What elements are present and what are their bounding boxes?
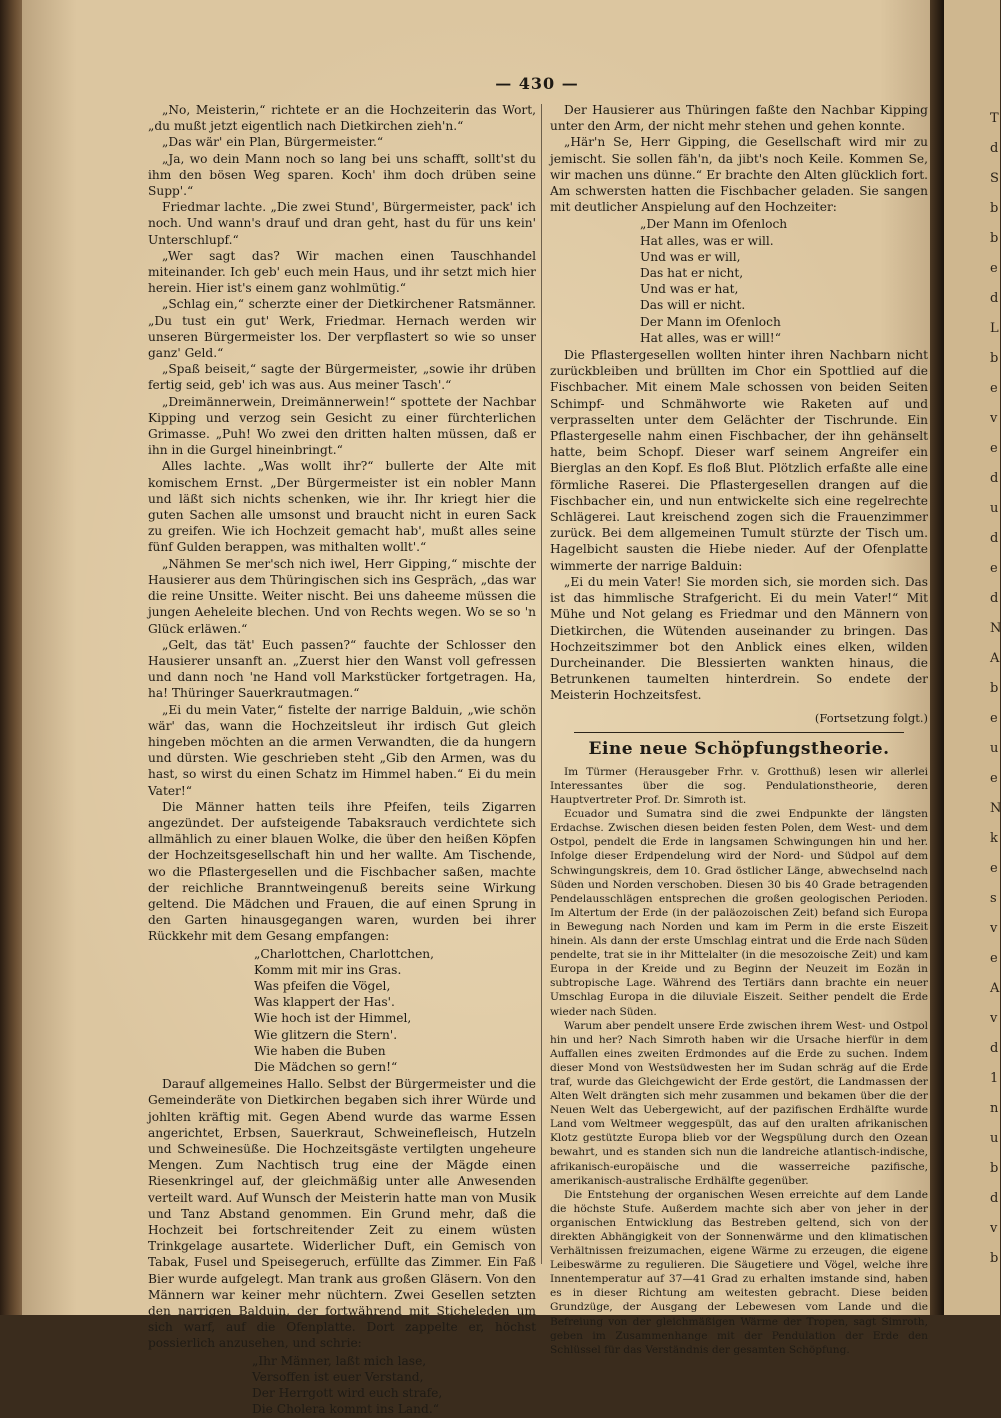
paragraph: „No, Meisterin,“ richtete er an die Hochzeiterin das Wort, „du mußt jetzt eigentlich nach Dietkirchen zieh'n.“ [148,103,536,134]
verse-line: Der Mann im Ofenloch [640,314,781,329]
adjacent-page-letter: e [990,861,998,876]
adjacent-page-letter: v [990,921,998,936]
left-paragraphs-b [148,1076,536,1351]
adjacent-page-letter: e [990,441,998,456]
adjacent-page-letter: b [990,681,999,696]
adjacent-page-letter: b [990,231,999,246]
paragraph: „Här'n Se, Herr Gipping, die Gesellschaft wird mir zu jemischt. Sie sollen fäh'n, da jibt's noch Keile. Kommen Se, wir machen uns dünne.“ Er brachte den Alten glücklich fort. Am schwersten hatten die Fischbacher geladen. Sie sangen mit deutlicher Anspielung auf den Hochzeiter: [550,135,928,215]
adjacent-page-letter: e [990,771,998,786]
article-paragraph-1: Ecuador und Sumatra sind die zwei Endpunkte der längsten Erdachse. Zwischen diesen beiden festen Polen, dem West- und dem Ostpol, pendelt die Erde in langsamen Schwingungen hin und her. Infolge dieser Erdpendelung wird der Nord- und Südpol auf dem Schwingungskreis, dem 10. Grad östlicher Länge, abwechselnd nach Süden und Norden verschoben. Diesen 30 bis 40 Grade betragenden Pendelausschlägen entsprechen die großen geologischen Perioden. Im Altertum der Erde (in der paläozoischen Zeit) befand sich Europa in Bewegung nach Norden und kam im Perm in die erste Eiszeit hinein. Als dann der erste Umschlag eintrat und die Erde nach Süden pendelte, trat sie in ihr Mittelalter (in die mesozoische Zeit) und kam Europa in der Kreide und zu Beginn der Neuzeit im Eozän in subtropische Lage. Während des Tertiärs dann brachte ein neuer Umschlag Europa in die diluviale Eiszeit. Seither pendelt die Erde wieder nach Süden. [550,808,928,1018]
column-divider [541,104,542,1264]
adjacent-page-letter: e [990,951,998,966]
adjacent-page-letter: d [990,1041,999,1056]
adjacent-page-letter: u [990,501,999,516]
verse-line: Versoffen ist euer Verstand, [252,1369,424,1384]
verse-line: Das hat er nicht, [640,266,744,281]
paragraph: „Wer sagt das? Wir machen einen Tauschhandel miteinander. Ich geb' euch mein Haus, und ihr setzt mich hier herein. Hier ist's einem ganz wohlmütig.“ [148,248,536,296]
paragraph: „Ja, wo dein Mann noch so lang bei uns schafft, sollt'st du ihm den bösen Weg sparen. Koch' ihm doch drüben seine Supp'.“ [148,151,536,199]
adjacent-page-letter: N [990,621,1001,636]
adjacent-page-letter: 1 [990,1071,999,1086]
adjacent-page-letter: v [990,411,998,426]
adjacent-page-letter: b [990,351,999,366]
adjacent-page-letter: s [990,891,997,906]
adjacent-page-letter: d [990,1191,999,1206]
adjacent-page-letter: b [990,1251,999,1266]
verse-line: Der Herrgott wird euch strafe, [252,1386,443,1401]
paragraph: „Nähmen Se mer'sch nich iwel, Herr Gipping,“ mischte der Hausierer aus dem Thüringischen sich ins Gespräch, „das war die reine Unsitte. Weiter nischt. Bei uns daheeme müssen die jungen Aeheleite blechen. Und von Rechts wegen. Wo se so 'n Glück erläwen.“ [148,556,536,636]
adjacent-page-letter: v [990,1221,998,1236]
verse-line: „Charlottchen, Charlottchen, [254,946,435,961]
left-paragraphs-a [148,102,536,945]
verse-line: Was pfeifen die Vögel, [254,978,391,993]
adjacent-page-letter: n [990,1101,999,1116]
adjacent-page-letter: d [990,141,999,156]
paragraph: „Ei du mein Vater,“ fistelte der narrige Balduin, „wie schön wär' das, wann die Hochzeitsleut ihr irdisch Gut gleich hingeben möchten an die armen Verwandten, die da hungern und dürsten. Wie geschrieben steht „Gib den Armen, was du hast, so wirst du einen Schatz im Himmel haben.“ Ei du mein Vater!“ [148,702,536,798]
article-paragraph-2: Warum aber pendelt unsere Erde zwischen ihrem West- und Ostpol hin und her? Nach Simroth haben wir die Ursache hierfür in dem Auffallen eines zweiten Erdmondes auf die Erde zu suchen. Indem dieser Mond von Westsüdwesten her im Sudan schräg auf die Erde traf, wurde das Gleichgewicht der Erde gestört, die Landmassen der Alten Welt drängten sich mehr zusammen und bekamen über die der Neuen Welt das Uebergewicht, auf der pazifischen Erdhälfte wurde Land vom Weltmeer weggespült, das auf den uralten afrikanischen Klotz gestützte Europa blieb vor der Wegspülung durch den Ozean bewahrt, und es standen sich nun die landreiche atlantisch-indische, afrikanisch-europäische und die wasserreiche pazifische, amerikanisch-australische Erdhälfte gegenüber. [550,1019,928,1187]
adjacent-page-letter: T [990,111,999,126]
section-rule [574,732,904,733]
page-number: — 430 — [495,74,579,93]
adjacent-page-letter: A [990,981,1000,996]
article-title: Eine neue Schöpfungstheorie. [588,738,890,759]
verse-line: Was klappert der Has'. [254,995,395,1010]
adjacent-page-letter: u [990,741,999,756]
adjacent-page-letter: N [990,801,1001,816]
adjacent-page-letter: b [990,201,999,216]
paragraph: Der Hausierer aus Thüringen faßte den Nachbar Kipping unter den Arm, der nicht mehr stehen und gehen konnte. [550,103,928,134]
paragraph: „Spaß beiseit,“ sagte der Bürgermeister, „sowie ihr drüben fertig seid, geb' ich was aus. Aus meiner Tasch'.“ [148,362,536,393]
adjacent-page-letter: e [990,711,998,726]
book-page [22,0,934,1417]
adjacent-page-letter: d [990,291,999,306]
verse-line: „Der Mann im Ofenloch [640,217,788,232]
adjacent-page-letter: A [990,651,1000,666]
adjacent-page-letter: L [990,321,999,336]
verse-line: Wie hoch ist der Himmel, [254,1011,412,1026]
paragraph: Alles lachte. „Was wollt ihr?“ bullerte der Alte mit komischem Ernst. „Der Bürgermeister ist ein nobler Mann und läßt sich nichts schenken, wie ihr. Ihr kriegt hier die guten Sachen alle umsonst und braucht nicht in euren Sack zu greifen. Wie ich Hochzeit gemacht hab', mußt alles seine fünf Gulden berappen, was mithalten wollt'.“ [148,459,536,555]
adjacent-page-letter: d [990,591,999,606]
adjacent-page-letter: d [990,471,999,486]
paragraph: Friedmar lachte. „Die zwei Stund', Bürgermeister, pack' ich noch. Und wann's drauf und dran geht, hast du für uns kein' Unterschlupf.“ [148,200,536,247]
verse-line: Die Mädchen so gern!“ [254,1059,398,1074]
verse-line: Wie haben die Buben [254,1043,386,1058]
adjacent-page-letter: d [990,531,999,546]
verse-line: Das will er nicht. [640,298,746,313]
verse-line: Hat alles, was er will!“ [640,330,781,345]
paragraph: Die Männer hatten teils ihre Pfeifen, teils Zigarren angezündet. Der aufsteigende Tabaksrauch verdichtete sich allmählich zu einer blauen Wolke, die über den heißen Köpfen der Hochzeitsgesellschaft hin und her wallte. Am Tischende, wo die Pflastergesellen und die Fischbacher saßen, machte der reichliche Branntweingenuß bereits seine Wirkung geltend. Die Mädchen und Frauen, die auf einen Sprung in den Garten hinausgegangen waren, wurden bei ihrer Rückkehr mit dem Gesang empfangen: [148,799,536,944]
right-column [550,102,928,1357]
gutter-shadow [930,0,944,1315]
continuation-note: (Fortsetzung folgt.) [814,710,928,725]
song-mann-im-ofenloch [550,216,928,346]
paragraph: Die Pflastergesellen wollten hinter ihren Nachbarn nicht zurückbleiben und brüllten im Chor ein Spottlied auf die Fischbacher. Mit einem Male schossen von beiden Seiten Schimpf- und Schmähworte wie Raketen auf und verprasselten unter dem Gelächter der Tischrunde. Ein Pflastergeselle nahm einen Fischbacher, der ihn gehänselt hatte, beim Schopf. Dieser warf seinem Angreifer ein Bierglas an den Kopf. Es floß Blut. Plötzlich erfaßte alle eine förmliche Raserei. Die Pflastergesellen drangen auf die Fischbacher ein, und nun entwickelte sich eine regelrechte Schlägerei. Laut kreischend zogen sich die Frauenzimmer zurück. Bei dem allgemeinen Tumult stürzte der Tisch um. Hagelbicht sausten die Hiebe nieder. Auf der Ofenplatte wimmerte der narrige Balduin: [550,348,928,573]
verse-line: Komm mit mir ins Gras. [254,962,402,977]
verse-line: Wie glitzern die Stern'. [254,1027,398,1042]
paragraph: „Gelt, das tät' Euch passen?“ fauchte der Schlosser den Hausierer unsanft an. „Zuerst hier den Wanst voll gefressen und dann noch 'ne Hand voll Markstücker fortgetragen. Ha, ha! Thüringer Sauerkrautmagen.“ [148,637,536,701]
verse-line: Und was er hat, [640,282,739,297]
article-paragraph-3: Die Entstehung der organischen Wesen erreichte auf dem Lande die höchste Stufe. Außerdem machte sich aber von jeher in der organischen Entwicklung das Bestreben geltend, sich von der direkten Abhängigkeit von der Sonnenwärme und den klimatischen Verhältnissen freizumachen, eigene Wärme zu erzeugen, die eigene Leibeswärme zu regulieren. Die Säugetiere und Vögel, welche ihre Innentemperatur auf 37—41 Grad zu erhalten imstande sind, haben es in dieser Richtung am weitesten gebracht. Diese beiden Grundzüge, der Ausgang der Lebewesen vom Lande und die Befreiung von der gleichmäßigen Wärme der Tropen, sagt Simroth, geben im Zusammenhange mit der Pendulation der Erde den Schlüssel für das Verständnis der gesamten Schöpfung. [550,1188,928,1356]
song-ihr-maenner [148,1353,536,1418]
adjacent-page-letter: e [990,261,998,276]
adjacent-page-letter: e [990,561,998,576]
left-column [148,102,536,1418]
right-paragraphs-a [550,102,928,215]
song-charlottchen [148,946,536,1076]
verse-line: Die Cholera kommt ins Land.“ [252,1402,439,1417]
article-body [550,765,928,1357]
paragraph: „Schlag ein,“ scherzte einer der Dietkirchener Ratsmänner. „Du tust ein gut' Werk, Friedmar. Hernach werden wir unseren Bürgermeister los. Der verpflastert so wie so unser ganz' Geld.“ [148,297,536,361]
paragraph: „Dreimännerwein, Dreimännerwein!“ spottete der Nachbar Kipping und verzog sein Gesicht zu einer fürchterlichen Grimasse. „Puh! Wo zwei den dritten halten müssen, daß er ihn in die Gurgel hineinbringt.“ [148,394,536,458]
adjacent-page-letter: b [990,1161,999,1176]
paragraph: Darauf allgemeines Hallo. Selbst der Bürgermeister und die Gemeinderäte von Dietkirchen begaben sich ihrer Würde und johlten kräftig mit. Gegen Abend wurde das warme Essen angerichtet, Erbsen, Sauerkraut, Schweinefleisch, Hutzeln und Schweinesüße. Die Hochzeitsgäste vertilgten ungeheure Mengen. Zum Nachtisch trug eine der Mägde einen Riesenkringel auf, der gleichmäßig unter alle Anwesenden verteilt ward. Auf Wunsch der Meisterin hatte man von Musik und Tanz Abstand genommen. Ein Grund mehr, daß die Hochzeit bei fortschreitender Zeit zu einem wüsten Trinkgelage ausartete. Widerlicher Duft, ein Gemisch von Tabak, Fusel und Speisegeruch, erfüllte das Zimmer. Ein Faß Bier wurde aufgelegt. Man trank aus großen Gläsern. Von den Männern war keiner mehr nüchtern. Zwei Gesellen setzten den narrigen Balduin, der fortwährend mit Sticheleden um sich warf, auf die Ofenplatte. Dort zappelte er, höchst possierlich anzusehen, und schrie: [148,1077,536,1351]
right-paragraphs-b [550,347,928,703]
article-intro: Im Türmer (Herausgeber Frhr. v. Grotthuß) lesen wir allerlei Interessantes über die sog. Pendulationstheorie, deren Hauptvertreter Prof. Dr. Simroth ist. [550,765,928,807]
adjacent-page-letter: S [990,171,999,186]
adjacent-page-letter: e [990,381,998,396]
adjacent-page-letter: v [990,1011,998,1026]
adjacent-page-edge [944,0,1000,1315]
paragraph: „Das wär' ein Plan, Bürgermeister.“ [162,135,384,150]
adjacent-page-letter: u [990,1131,999,1146]
adjacent-page-letter: k [990,831,998,846]
paragraph: „Ei du mein Vater! Sie morden sich, sie morden sich. Das ist das himmlische Strafgericht. Ei du mein Vater!“ Mit Mühe und Not gelang es Friedmar und den Männern von Dietkirchen, die Wütenden auseinander zu bringen. Das Hochzeitszimmer bot den Anblick eines elken, wilden Durcheinander. Die Blessierten wankten hinaus, die Betrunkenen taumelten hinterdrein. So endete der Meisterin Hochzeitsfest. [550,574,928,703]
verse-line: „Ihr Männer, laßt mich lase, [252,1353,427,1368]
verse-line: Und was er will, [640,249,741,264]
verse-line: Hat alles, was er will. [640,233,774,248]
